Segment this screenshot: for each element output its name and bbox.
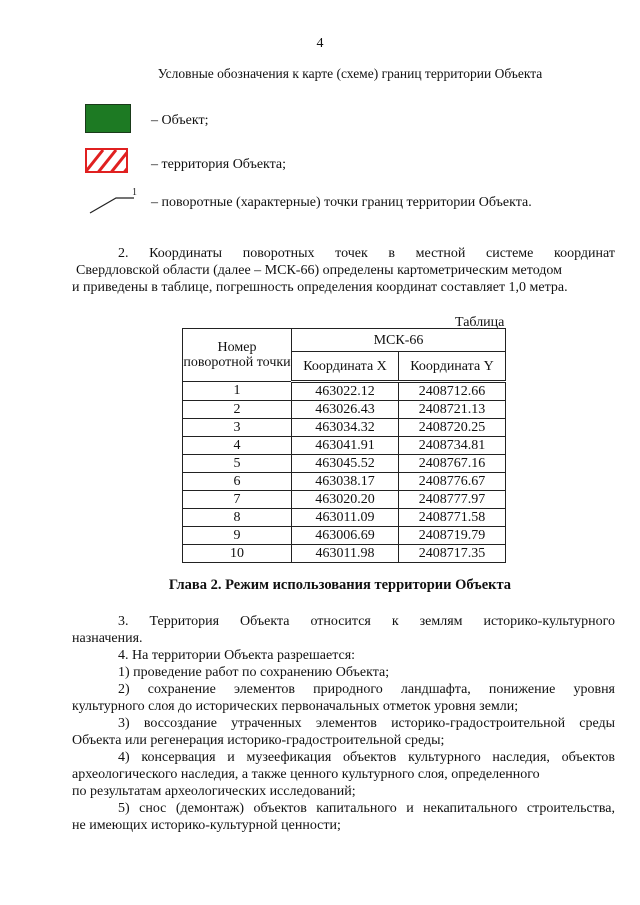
coordinate-y-cell: 2408777.97 [399, 491, 506, 509]
table-row [183, 491, 506, 509]
coordinate-x-cell: 463034.32 [292, 419, 399, 437]
point-number-cell: 9 [183, 527, 292, 545]
object-legend-swatch [85, 104, 131, 133]
section-body [72, 613, 615, 834]
item-4-line-3: по результатам археологических исследований; [72, 784, 356, 799]
table-row [183, 545, 506, 563]
coordinate-y-cell: 2408712.66 [399, 382, 506, 401]
coordinate-x-cell: 463020.20 [292, 491, 399, 509]
coordinate-x-cell: 463045.52 [292, 455, 399, 473]
territory-legend-label: – территория Объекта; [151, 157, 287, 172]
item-2-line-2: культурного слоя до исторических первоначальных отметок уровня земли; [72, 699, 519, 714]
turning-point-legend-symbol [88, 186, 140, 216]
item-5-line-1: 5) снос (демонтаж) объектов капитального и некапитального строительства, [118, 801, 615, 816]
point-number-cell: 8 [183, 509, 292, 527]
point-number-cell: 2 [183, 401, 292, 419]
item-4-line-2: археологического наследия, а также ценного культурного слоя, определенного [72, 767, 540, 782]
item-1: 1) проведение работ по сохранению Объекта; [118, 665, 390, 680]
paragraph-4: 4. На территории Объекта разрешается: [118, 648, 356, 663]
header-coordinate-y: Координата Y [399, 352, 506, 382]
coordinate-y-cell: 2408721.13 [399, 401, 506, 419]
table-row [183, 527, 506, 545]
table-row [183, 455, 506, 473]
coordinate-y-cell: 2408767.16 [399, 455, 506, 473]
table-row [183, 401, 506, 419]
object-legend-label: – Объект; [151, 113, 209, 128]
coordinate-y-cell: 2408717.35 [399, 545, 506, 563]
coordinate-x-cell: 463011.98 [292, 545, 399, 563]
coordinates-table [182, 328, 506, 563]
paragraph-3-line-2: назначения. [72, 631, 143, 646]
legend-title: Условные обозначения к карте (схеме) границ территории Объекта [157, 66, 543, 81]
coordinate-x-cell: 463011.09 [292, 509, 399, 527]
coordinate-y-cell: 2408719.79 [399, 527, 506, 545]
header-coordinate-x: Координата X [292, 352, 399, 382]
item-3-line-1: 3) воссоздание утраченных элементов историко-градостроительной среды [118, 716, 615, 731]
coordinate-y-cell: 2408720.25 [399, 419, 506, 437]
point-number-cell: 5 [183, 455, 292, 473]
coordinate-y-cell: 2408734.81 [399, 437, 506, 455]
point-number-cell: 3 [183, 419, 292, 437]
header-point-number: Номер поворотной точки [183, 329, 292, 382]
point-number-cell: 7 [183, 491, 292, 509]
paragraph-2 [72, 245, 615, 296]
coordinate-x-cell: 463022.12 [292, 382, 399, 401]
paragraph-2-line-2: Свердловской области (далее – МСК-66) определены картометрическим методом [76, 263, 563, 278]
coordinate-y-cell: 2408776.67 [399, 473, 506, 491]
point-number-cell: 1 [183, 382, 292, 401]
table-row [183, 509, 506, 527]
coordinate-x-cell: 463041.91 [292, 437, 399, 455]
points-legend-label: – поворотные (характерные) точки границ территории Объекта. [151, 195, 532, 210]
coordinate-y-cell: 2408771.58 [399, 509, 506, 527]
point-number-cell: 6 [183, 473, 292, 491]
territory-legend-swatch [85, 148, 128, 173]
item-2-line-1: 2) сохранение элементов природного ландшафта, понижение уровня [118, 682, 615, 697]
item-5-line-2: не имеющих историко-культурной ценности; [72, 818, 341, 833]
table-caption: Таблица [455, 315, 505, 330]
coordinate-x-cell: 463026.43 [292, 401, 399, 419]
paragraph-2-line-1: 2. Координаты поворотных точек в местной системе координат [118, 246, 615, 261]
header-coordinate-system: МСК-66 [292, 329, 506, 352]
point-number-cell: 4 [183, 437, 292, 455]
hatch-pattern [87, 150, 128, 173]
coordinate-x-cell: 463006.69 [292, 527, 399, 545]
item-3-line-2: Объекта или регенерация историко-градостроительной среды; [72, 733, 445, 748]
point-number-label: 1 [132, 187, 137, 198]
item-4-line-1: 4) консервация и музеефикация объектов культурного наследия, объектов [118, 750, 615, 765]
point-number-cell: 10 [183, 545, 292, 563]
table-row [183, 382, 506, 401]
table-row [183, 437, 506, 455]
table-row [183, 473, 506, 491]
paragraph-2-line-3: и приведены в таблице, погрешность определения координат составляет 1,0 метра. [72, 280, 568, 295]
paragraph-3-line-1: 3. Территория Объекта относится к землям историко-культурного [118, 614, 615, 629]
page-number: 4 [316, 36, 324, 51]
table-row [183, 419, 506, 437]
chapter-title: Глава 2. Режим использования территории Объекта [168, 577, 512, 593]
coordinate-x-cell: 463038.17 [292, 473, 399, 491]
